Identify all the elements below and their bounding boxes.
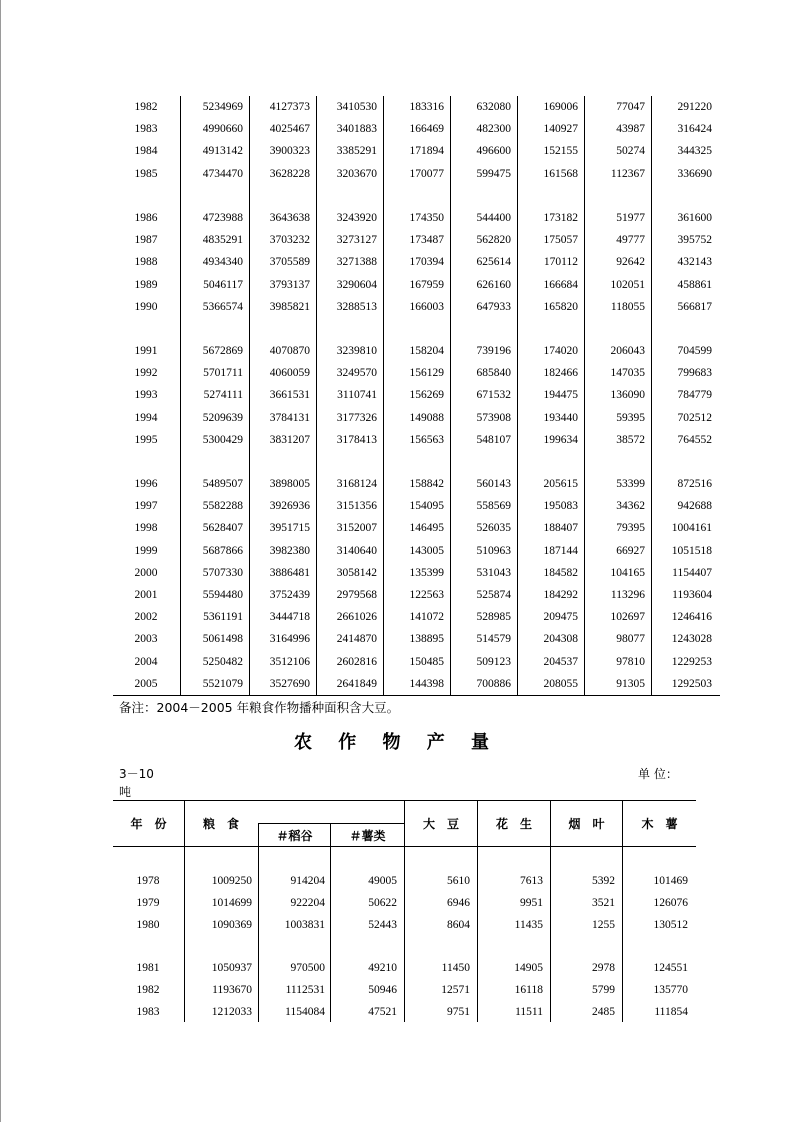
table-cell: 98077	[616, 633, 645, 646]
table-cell: 6946	[447, 897, 470, 909]
table-cell: 38572	[616, 433, 645, 446]
row-year: 1986	[134, 212, 158, 224]
row-year: 1989	[134, 278, 158, 291]
table-cell: 1154084	[285, 1006, 325, 1018]
header-peanut: 花 生	[495, 817, 532, 831]
table-cell: 647933	[476, 300, 511, 313]
row-year: 1999	[134, 544, 158, 557]
table-cell: 3444718	[269, 611, 310, 624]
table-cell: 5594480	[202, 589, 243, 601]
table-cell: 174020	[543, 345, 578, 357]
table-cell: 1003831	[284, 919, 325, 931]
table-cell: 336690	[677, 167, 712, 180]
table-cell: 118055	[610, 300, 645, 313]
row-year: 1998	[134, 522, 158, 535]
table-cell: 104165	[610, 566, 645, 579]
table-cell: 3661531	[269, 389, 310, 402]
table-cell: 3151356	[336, 500, 377, 513]
table-cell: 77047	[616, 101, 645, 113]
table-cell: 1243028	[671, 633, 712, 646]
header-cassava: 木 薯	[641, 817, 678, 831]
table-cell: 3243920	[336, 212, 377, 224]
table-cell: 5707330	[202, 566, 243, 579]
table-cell: 49777	[616, 234, 645, 247]
row-year: 1990	[134, 300, 158, 313]
table-cell: 194475	[543, 389, 578, 402]
table-cell: 11450	[441, 962, 470, 974]
table-cell: 5628407	[202, 522, 243, 535]
table-cell: 150485	[409, 655, 444, 668]
table-cell: 4934340	[202, 256, 243, 269]
table-cell: 3110741	[337, 389, 377, 402]
table-cell: 3793137	[269, 278, 310, 291]
row-year: 2004	[134, 655, 158, 668]
table-cell: 166684	[543, 278, 578, 291]
table-cell: 59395	[616, 411, 645, 424]
table-cell: 2661026	[336, 611, 377, 624]
table-cell: 97810	[616, 655, 645, 668]
table-cell: 4723988	[202, 212, 243, 224]
table-cell: 154095	[409, 500, 444, 513]
table-cell: 3900323	[269, 145, 310, 158]
table-cell: 1154407	[672, 566, 712, 579]
table-cell: 92642	[616, 256, 645, 269]
table-cell: 204308	[543, 633, 578, 646]
header-year: 年 份	[130, 817, 167, 831]
row-year: 1996	[134, 478, 158, 490]
table-cell: 632080	[476, 101, 511, 113]
table-cell: 170394	[409, 256, 444, 269]
row-year: 1988	[134, 256, 158, 269]
table-cell: 156129	[409, 367, 444, 380]
table-cell: 704599	[677, 345, 712, 357]
table-cell: 66927	[616, 544, 645, 557]
row-year: 1995	[134, 433, 158, 446]
table-cell: 1050937	[211, 962, 252, 974]
row-year: 2005	[134, 677, 158, 690]
table-cell: 188407	[543, 522, 578, 535]
table-cell: 3951715	[269, 522, 310, 535]
row-year: 1994	[134, 411, 158, 424]
table-cell: 5582288	[202, 500, 243, 513]
table-cell: 4913142	[202, 145, 243, 158]
table-cell: 3926936	[269, 500, 310, 513]
table-number: 3－10	[119, 767, 154, 781]
table-cell: 3164996	[269, 633, 310, 646]
table-cell: 531043	[476, 566, 511, 579]
table-cell: 136090	[610, 389, 645, 402]
table-cell: 5672869	[202, 345, 243, 357]
table-cell: 8604	[447, 919, 470, 931]
table-cell: 3203670	[336, 167, 377, 180]
row-year: 1983	[136, 1006, 160, 1018]
table-cell: 922204	[290, 897, 325, 909]
table-title: 农 作 物 产 量	[293, 732, 500, 753]
header-grain: 粮 食	[202, 817, 239, 831]
table-cell: 784779	[677, 389, 712, 402]
table-cell: 344325	[677, 145, 712, 158]
table-cell: 3152007	[336, 522, 377, 535]
table-cell: 3985821	[269, 300, 310, 313]
table-cell: 685840	[476, 367, 511, 380]
table-cell: 170112	[543, 256, 578, 269]
table-cell: 5046117	[203, 278, 243, 291]
table-cell: 14905	[514, 962, 543, 974]
table-cell: 700886	[476, 677, 511, 690]
table-cell: 50946	[368, 984, 397, 996]
table-cell: 872516	[677, 478, 712, 490]
table-cell: 3521	[592, 897, 615, 909]
table-cell: 560143	[476, 478, 511, 490]
table-cell: 79395	[616, 522, 645, 535]
table-cell: 1090369	[211, 919, 252, 931]
table-cell: 5521079	[202, 677, 243, 690]
table-cell: 2978	[592, 962, 615, 974]
table-cell: 170077	[409, 167, 444, 180]
table-cell: 509123	[476, 655, 511, 668]
table-cell: 147035	[610, 367, 645, 380]
table-cell: 5489507	[202, 478, 243, 490]
table-cell: 91305	[616, 677, 645, 690]
table-cell: 9751	[447, 1006, 470, 1018]
table-cell: 291220	[677, 101, 712, 113]
table-cell: 3178413	[336, 433, 377, 446]
table-cell: 193440	[543, 411, 578, 424]
table-cell: 1112531	[285, 984, 325, 996]
table-note: 备注：2004－2005 年粮食作物播种面积含大豆。	[119, 700, 400, 715]
table-cell: 169006	[543, 101, 578, 113]
table-cell: 34362	[616, 500, 645, 513]
table-cell: 173487	[409, 234, 444, 247]
table-cell: 158842	[409, 478, 444, 490]
table-cell: 126076	[653, 897, 688, 909]
table-cell: 1246416	[671, 611, 712, 624]
table-cell: 1009250	[211, 875, 252, 887]
table-cell: 5361191	[203, 611, 243, 624]
table-cell: 1229253	[671, 655, 712, 668]
header-tobacco: 烟 叶	[568, 817, 605, 831]
table-cell: 432143	[677, 256, 712, 269]
table-cell: 16118	[514, 984, 543, 996]
table-cell: 3831207	[269, 433, 310, 446]
table-cell: 482300	[476, 123, 511, 136]
table-cell: 138895	[409, 633, 444, 646]
table-cell: 111854	[654, 1006, 688, 1018]
table-cell: 566817	[677, 300, 712, 313]
table-cell: 149088	[409, 411, 444, 424]
table-cell: 135399	[409, 566, 444, 579]
table-cell: 914204	[290, 875, 325, 887]
table-cell: 3290604	[336, 278, 377, 291]
table-cell: 50274	[616, 145, 645, 158]
table-cell: 9951	[520, 897, 543, 909]
table-cell: 544400	[476, 212, 511, 224]
table-cell: 112367	[610, 167, 645, 180]
table-cell: 205615	[543, 478, 578, 490]
table-cell: 739196	[476, 345, 511, 357]
table-cell: 3527690	[269, 677, 310, 690]
row-year: 1982	[134, 101, 158, 113]
table-cell: 3410530	[336, 101, 377, 113]
table-cell: 558569	[476, 500, 511, 513]
table-cell: 1193604	[672, 589, 712, 601]
table-cell: 671532	[476, 389, 511, 402]
table-cell: 102697	[610, 611, 645, 624]
table-cell: 7613	[520, 875, 543, 887]
table-cell: 1193670	[212, 984, 252, 996]
table-cell: 3886481	[269, 566, 310, 579]
table-cell: 799683	[677, 367, 712, 380]
table-cell: 175057	[543, 234, 578, 247]
table-cell: 5799	[592, 984, 615, 996]
table-cell: 3177326	[336, 411, 377, 424]
table-cell: 528985	[476, 611, 511, 624]
table-cell: 5209639	[202, 411, 243, 424]
table-cell: 209475	[543, 611, 578, 624]
table-cell: 5366574	[202, 300, 243, 313]
table-cell: 361600	[677, 212, 712, 224]
table-cell: 1051518	[671, 544, 712, 557]
table-cell: 764552	[677, 433, 712, 446]
row-year: 1982	[136, 984, 160, 996]
table-cell: 5300429	[202, 433, 243, 446]
table-cell: 50622	[368, 897, 397, 909]
table-subheader-rule	[258, 823, 404, 824]
table-cell: 526035	[476, 522, 511, 535]
table-cell: 702512	[677, 411, 712, 424]
table-cell: 5234969	[202, 101, 243, 113]
table-cell: 124551	[653, 962, 688, 974]
table-cell: 195083	[543, 500, 578, 513]
table-cell: 47521	[368, 1006, 397, 1018]
table-cell: 3982380	[269, 544, 310, 557]
table-cell: 3628228	[269, 167, 310, 180]
table-cell: 135770	[653, 984, 688, 996]
table-cell: 11435	[514, 919, 543, 931]
table-cell: 1004161	[671, 522, 712, 535]
row-year: 2001	[134, 589, 158, 601]
row-year: 1978	[136, 875, 160, 887]
table-cell: 152155	[543, 145, 578, 158]
table-cell: 2485	[592, 1006, 615, 1018]
table-bottom-rule	[113, 695, 720, 696]
table-cell: 3239810	[336, 345, 377, 357]
table-cell: 158204	[409, 345, 444, 357]
table-cell: 144398	[409, 677, 444, 690]
table-cell: 184292	[543, 589, 578, 601]
table-cell: 49210	[368, 962, 397, 974]
table-cell: 5274111	[203, 389, 243, 402]
page-edge	[0, 0, 1, 1122]
table-cell: 5250482	[202, 655, 243, 668]
table-cell: 3058142	[336, 566, 377, 579]
table-cell: 166469	[409, 123, 444, 136]
table-cell: 166003	[409, 300, 444, 313]
table-cell: 3273127	[336, 234, 377, 247]
table-cell: 3140640	[336, 544, 377, 557]
table-cell: 1292503	[671, 677, 712, 690]
table-cell: 11511	[515, 1006, 543, 1018]
table-cell: 167959	[409, 278, 444, 291]
table-cell: 3784131	[269, 411, 310, 424]
table-cell: 184582	[543, 566, 578, 579]
table-cell: 548107	[476, 433, 511, 446]
header-potato: ＃薯类	[349, 829, 386, 843]
table-cell: 625614	[476, 256, 511, 269]
table-cell: 5687866	[202, 544, 243, 557]
table-cell: 4990660	[202, 123, 243, 136]
table-cell: 514579	[476, 633, 511, 646]
unit-label: 单 位：	[638, 767, 678, 781]
table-cell: 140927	[543, 123, 578, 136]
row-year: 1984	[134, 145, 158, 158]
table-cell: 5392	[592, 875, 615, 887]
table-cell: 3705589	[269, 256, 310, 269]
table-cell: 525874	[476, 589, 511, 601]
table-cell: 49005	[368, 875, 397, 887]
row-year: 1997	[134, 500, 158, 513]
table-cell: 146495	[409, 522, 444, 535]
table-cell: 1014699	[211, 897, 252, 909]
table-cell: 208055	[543, 677, 578, 690]
unit-value: 吨	[119, 785, 132, 799]
table-cell: 3703232	[269, 234, 310, 247]
row-year: 1979	[136, 897, 160, 909]
table-cell: 101469	[653, 875, 688, 887]
table-cell: 316424	[677, 123, 712, 136]
table-cell: 1212033	[211, 1006, 252, 1018]
table-cell: 43987	[616, 123, 645, 136]
table-cell: 156563	[409, 433, 444, 446]
table-cell: 165820	[543, 300, 578, 313]
table-cell: 4734470	[202, 167, 243, 180]
table-cell: 204537	[543, 655, 578, 668]
table-cell: 942688	[677, 500, 712, 513]
table-cell: 206043	[610, 345, 645, 357]
table-cell: 4025467	[269, 123, 310, 136]
table-cell: 4070870	[269, 345, 310, 357]
table-cell: 51977	[616, 212, 645, 224]
row-year: 1980	[136, 919, 160, 931]
table-cell: 143005	[409, 544, 444, 557]
row-year: 1983	[134, 123, 158, 136]
table-cell: 130512	[653, 919, 688, 931]
table-cell: 3401883	[336, 123, 377, 136]
table-cell: 5061498	[202, 633, 243, 646]
table-cell: 52443	[368, 919, 397, 931]
table-cell: 3385291	[336, 145, 377, 158]
table-cell: 970500	[290, 962, 325, 974]
table-cell: 2602816	[336, 655, 377, 668]
table-cell: 122563	[409, 589, 444, 601]
table-cell: 183316	[409, 101, 444, 113]
table-cell: 4060059	[269, 367, 310, 380]
table-cell: 156269	[409, 389, 444, 402]
table-cell: 4835291	[202, 234, 243, 247]
table-cell: 458861	[677, 278, 712, 291]
table-cell: 173182	[543, 212, 578, 224]
table-cell: 3168124	[336, 478, 377, 490]
table-cell: 510963	[476, 544, 511, 557]
table-cell: 2414870	[336, 633, 377, 646]
table-cell: 3898005	[269, 478, 310, 490]
table-cell: 141072	[409, 611, 444, 624]
row-year: 2003	[134, 633, 158, 646]
table-cell: 102051	[610, 278, 645, 291]
table-cell: 395752	[677, 234, 712, 247]
row-year: 1991	[134, 345, 158, 357]
table-cell: 53399	[616, 478, 645, 490]
table-cell: 171894	[409, 145, 444, 158]
row-year: 2000	[134, 566, 158, 579]
row-year: 1981	[136, 962, 160, 974]
table-cell: 3249570	[336, 367, 377, 380]
table-cell: 2979568	[336, 589, 377, 601]
table-cell: 12571	[441, 984, 470, 996]
header-soybean: 大 豆	[422, 817, 459, 831]
table-cell: 496600	[476, 145, 511, 158]
table-cell: 174350	[409, 212, 444, 224]
table-cell: 3271388	[336, 256, 377, 269]
table-cell: 3643638	[269, 212, 310, 224]
header-rice: ＃稻谷	[276, 829, 313, 843]
row-year: 2002	[134, 611, 158, 624]
table-cell: 1255	[592, 919, 615, 931]
row-year: 1992	[134, 367, 158, 380]
table-cell: 182466	[543, 367, 578, 380]
table-cell: 199634	[543, 433, 578, 446]
table-cell: 3288513	[336, 300, 377, 313]
table-cell: 5610	[447, 875, 470, 887]
table-cell: 113296	[610, 589, 645, 601]
row-year: 1993	[134, 389, 158, 402]
table-cell: 2641849	[336, 677, 377, 690]
table-cell: 599475	[476, 167, 511, 180]
table-cell: 5701711	[203, 367, 243, 380]
table-cell: 187144	[543, 544, 578, 557]
row-year: 1985	[134, 167, 158, 180]
table-cell: 161568	[543, 167, 578, 180]
table-cell: 3512106	[269, 655, 310, 668]
row-year: 1987	[134, 234, 158, 247]
table-cell: 3752439	[269, 589, 310, 601]
table-cell: 562820	[476, 234, 511, 247]
table-cell: 573908	[476, 411, 511, 424]
table-cell: 4127373	[269, 101, 310, 113]
table-cell: 626160	[476, 278, 511, 291]
